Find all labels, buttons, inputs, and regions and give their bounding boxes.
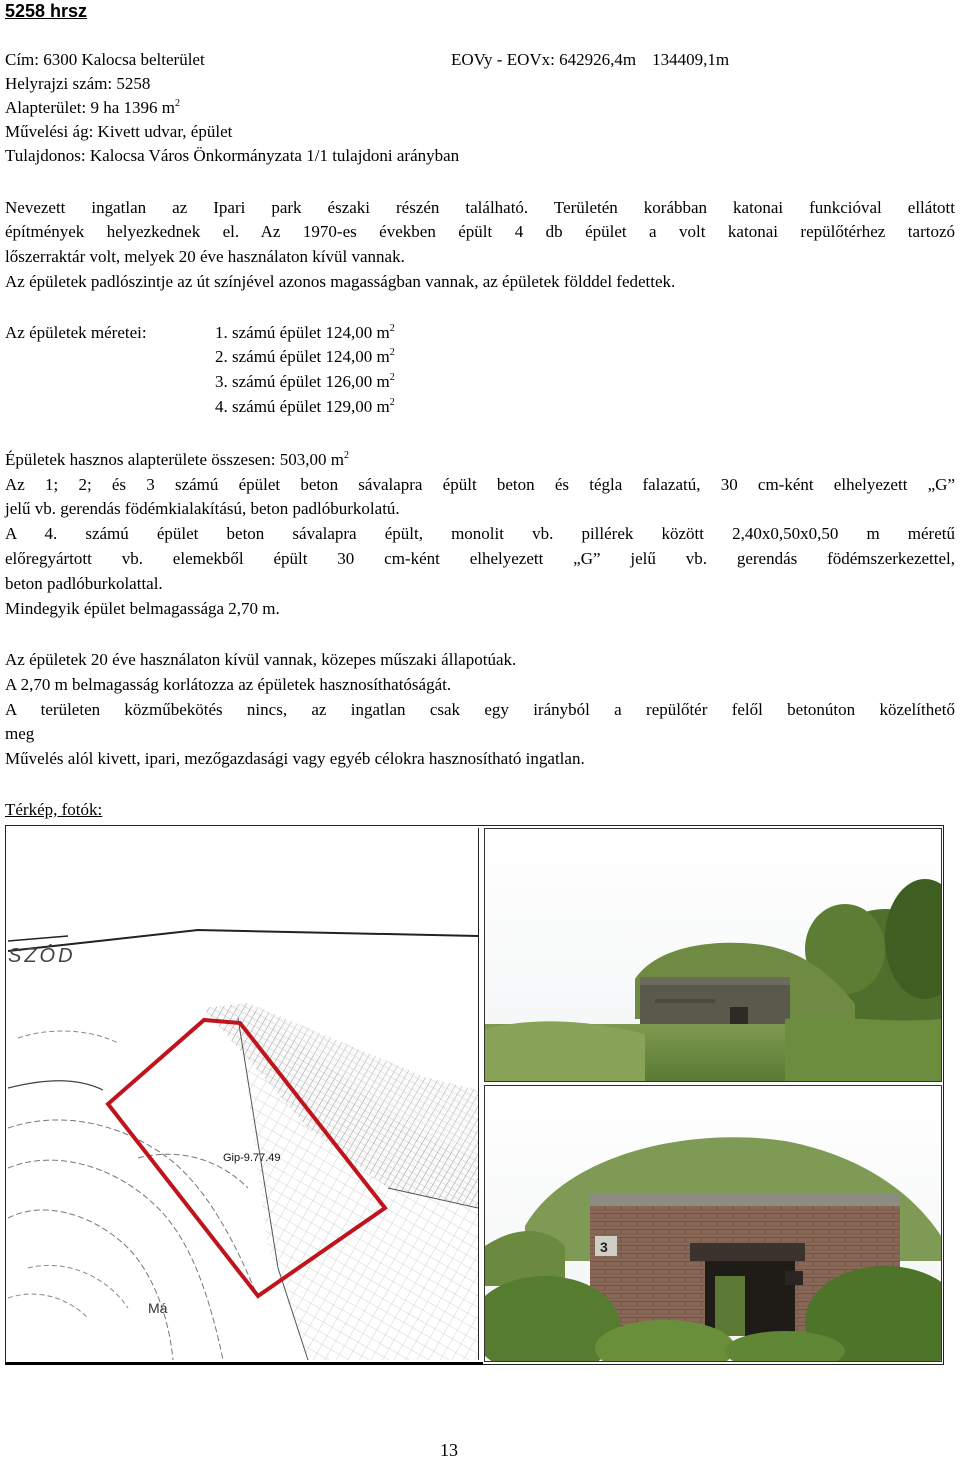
address: Cím: 6300 Kalocsa belterület [5, 50, 205, 69]
figures-label: Térkép, fotók: [5, 800, 103, 819]
area: Alapterület: 9 ha 1396 $m^2$ [5, 98, 180, 117]
eov-coordinates [451, 49, 729, 71]
para2-line: Az 1; 2; és 3 számú épület beton sávalapra épült beton és tégla falazatú, 30 cm-ként elhelyezett „G” [5, 475, 955, 494]
para2-line: Mindegyik épület belmagassága 2,70 m. [5, 599, 280, 618]
size-item: 3. számú épület 126,00 $m^2$ [215, 372, 395, 391]
map-label-bottom: Má [148, 1300, 168, 1316]
photo-bunker-1 [484, 828, 942, 1082]
page-title: 5258 hrsz [5, 1, 88, 21]
para3-line: Művelés alól kivett, ipari, mezőgazdasági vagy egyéb célokra hasznosítható ingatlan. [5, 749, 585, 768]
cultivation: Művelési ág: Kivett udvar, épület [5, 122, 233, 141]
sizes-label: Az épületek méretei: [5, 323, 147, 342]
para3-line: A 2,70 m belmagasság korlátozza az épületek hasznosíthatóságát. [5, 675, 452, 694]
para2-line: előregyártott vb. elemekből épült 30 cm-ként elhelyezett „G” jelű vb. gerendás födémszerkezettel, [5, 549, 955, 568]
page-number: 13 [440, 1440, 458, 1460]
parcel-number: Helyrajzi szám: 5258 [5, 74, 151, 93]
para3-line: A területen közműbekötés nincs, az ingatlan csak egy irányból a repülőtér felől betonúton közelíthető [5, 700, 955, 719]
para1-line: lőszerraktár volt, melyek 20 éve használaton kívül vannak. [5, 247, 405, 266]
para3-line: Az épületek 20 éve használaton kívül vannak, közepes műszaki állapotúak. [5, 650, 517, 669]
total-area: Épületek hasznos alapterülete összesen: 503,00 $m^2$ [5, 450, 349, 469]
coords-label: EOVy - EOVx: [451, 50, 555, 69]
cadastral-map [8, 828, 479, 1360]
bunker-sign-number: 3 [600, 1239, 608, 1255]
para2-line: beton padlóburkolattal. [5, 574, 163, 593]
size-item: 1. számú épület 124,00 $m^2$ [215, 323, 395, 342]
para1-line: Az épületek padlószintje az út színjével azonos magasságban vannak, az épületek földdel fedettek. [5, 272, 676, 291]
para1-line: építmények helyezkednek el. Az 1970-es években épült 4 db épület a volt katonai repülőtérhez tartozó [5, 222, 955, 241]
map-boundary-line [8, 930, 478, 951]
para2-line: A 4. számú épület beton sávalapra épült, monolit vb. pillérek között 2,40x0,50x0,50 m méretű [5, 524, 955, 543]
size-item: 4. számú épület 129,00 $m^2$ [215, 397, 395, 416]
map-label-top: SZÓD [8, 945, 76, 967]
map-parcel-label: Gip-9.77.49 [223, 1152, 281, 1164]
owner: Tulajdonos: Kalocsa Város Önkormányzata 1/1 tulajdoni arányban [5, 146, 460, 165]
para3-line: meg [5, 724, 35, 743]
size-item: 2. számú épület 124,00 $m^2$ [215, 347, 395, 366]
photo-bunker-2 [484, 1085, 942, 1362]
eovy-value: 642926,4m [559, 50, 637, 69]
para1-line: Nevezett ingatlan az Ipari park északi részén található. Területén korábban katonai funkcióval ellátott [5, 198, 955, 217]
para2-line: jelű vb. gerendás födémkialakítású, beton padlóburkolatú. [5, 499, 400, 518]
figure-bottom-rule [5, 1362, 483, 1365]
eovx-value: 134409,1m [652, 50, 730, 69]
